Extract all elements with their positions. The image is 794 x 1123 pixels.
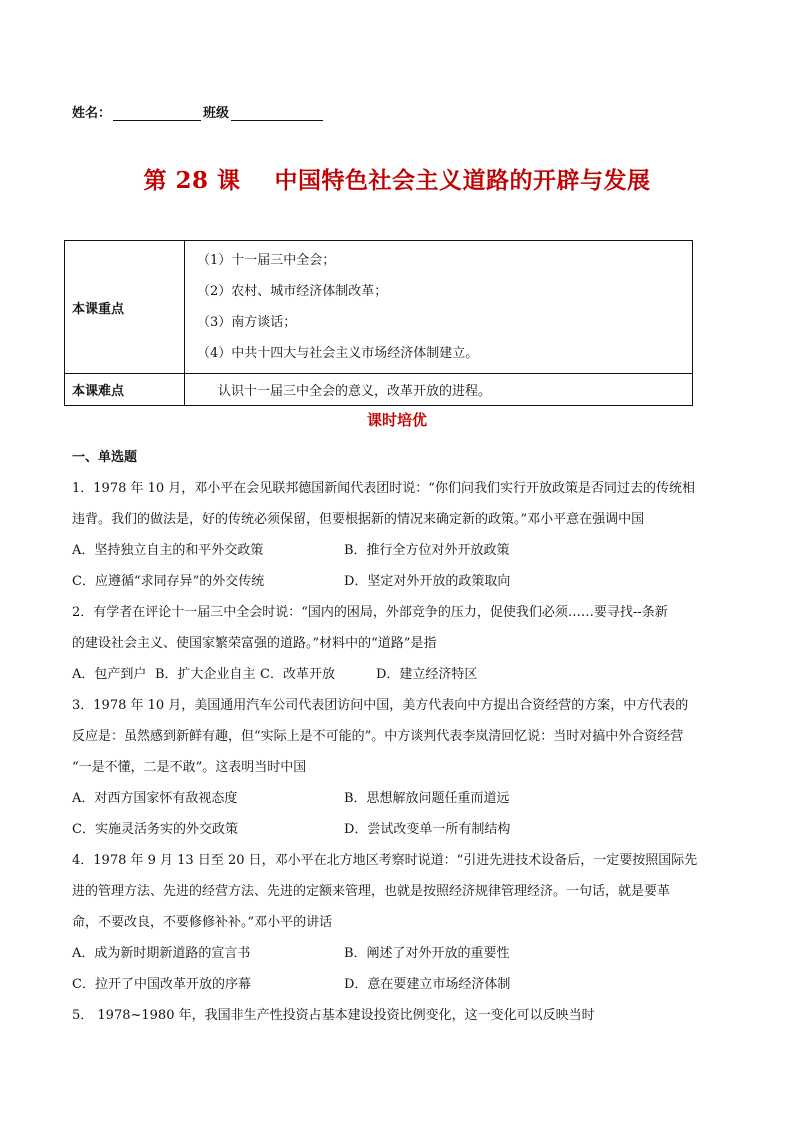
key-points-label: 本课重点: [65, 241, 185, 374]
difficulty-row: [65, 374, 693, 406]
key-point-item: （3）南方谈话；: [197, 315, 297, 330]
question-4-options: [72, 938, 724, 969]
question-list: [72, 442, 724, 1031]
option-a[interactable]: A．坚持独立自主的和平外交政策: [72, 543, 264, 558]
key-points-cell: [185, 241, 693, 374]
option-c[interactable]: C．应遵循“求同存异”的外交传统: [72, 574, 265, 589]
question-3-line: “一是不懂，二是不敢”。这表明当时中国: [72, 760, 307, 775]
class-blank[interactable]: [231, 108, 323, 121]
option-a[interactable]: A．对西方国家怀有敌视态度: [72, 791, 238, 806]
question-1-line: 违背。我们的做法是，好的传统必须保留，但要根据新的情况来确定新的政策。”邓小平意在强调中国: [72, 512, 645, 527]
question-type-heading: 一、单选题: [72, 450, 138, 465]
key-points-row: [65, 241, 693, 374]
option-d[interactable]: D．尝试改变单一所有制结构: [344, 822, 511, 837]
difficulty-label: 本课难点: [65, 374, 185, 406]
option-a[interactable]: A．包产到户: [72, 667, 147, 682]
question-3-options: [72, 783, 724, 814]
option-c[interactable]: C．拉开了中国改革开放的序幕: [72, 977, 251, 992]
question-2-options: [72, 659, 724, 690]
question-4-line: 命，不要改良，不要修修补补。”邓小平的讲话: [72, 915, 333, 930]
option-d[interactable]: D．建立经济特区: [376, 667, 478, 682]
key-point-item: （4）中共十四大与社会主义市场经济体制建立。: [197, 346, 479, 361]
option-c[interactable]: C．改革开放: [260, 667, 335, 682]
question-2-line: 2．有学者在评论十一届三中全会时说：“国内的困局，外部竞争的压力，促使我们必须……要寻找--条新: [72, 605, 668, 620]
question-1-options: [72, 566, 724, 597]
name-label: 姓名：: [72, 106, 112, 121]
section-heading: 课时培优: [366, 411, 427, 429]
option-b[interactable]: B．扩大企业自主: [155, 667, 256, 682]
lesson-title: 第 28 课 中国特色社会主义道路的开辟与发展: [143, 167, 651, 194]
option-b[interactable]: B．思想解放问题任重而道远: [344, 791, 510, 806]
question-4-line: 进的管理方法、先进的经营方法、先进的定额来管理，也就是按照经济规律管理经济。一句话，就是要革: [72, 884, 671, 899]
option-a[interactable]: A．成为新时期新道路的宣言书: [72, 946, 251, 961]
name-blank[interactable]: [113, 108, 201, 121]
option-d[interactable]: D．意在要建立市场经济体制: [344, 977, 511, 992]
question-1-line: 1．1978 年 10 月，邓小平在会见联邦德国新闻代表团时说：“你们问我们实行开放政策是否同过去的传统相: [72, 481, 695, 496]
lesson-focus-table: [64, 240, 693, 406]
question-5-line: 5． 1978~1980 年，我国非生产性投资占基本建设投资比例变化，这一变化可以反映当时: [72, 1008, 595, 1023]
key-point-item: （2）农村、城市经济体制改革；: [197, 284, 388, 299]
question-3-line: 3．1978 年 10 月，美国通用汽车公司代表团访问中国，美方代表向中方提出合资经营的方案，中方代表的: [72, 698, 689, 713]
question-1-options: [72, 535, 724, 566]
question-2-line: 的建设社会主义、使国家繁荣富强的道路。”材料中的“道路”是指: [72, 636, 437, 651]
question-4-options: [72, 969, 724, 1000]
name-class-line: [72, 102, 323, 121]
key-point-item: （1）十一届三中全会；: [197, 253, 336, 268]
option-d[interactable]: D．坚定对外开放的政策取向: [344, 574, 511, 589]
question-4-line: 4．1978 年 9 月 13 日至 20 日，邓小平在北方地区考察时说道：“引进先进技术设备后，一定要按照国际先: [72, 853, 698, 868]
question-3-options: [72, 814, 724, 845]
difficulty-text: 认识十一届三中全会的意义，改革开放的进程。: [185, 374, 693, 406]
option-b[interactable]: B．推行全方位对外开放政策: [344, 543, 510, 558]
question-3-line: 反应是：虽然感到新鲜有趣，但“实际上是不可能的”。中方谈判代表李岚清回忆说：当时对搞中外合资经营: [72, 729, 684, 744]
class-label: 班级: [203, 106, 230, 121]
option-c[interactable]: C．实施灵活务实的外交政策: [72, 822, 238, 837]
option-b[interactable]: B．阐述了对外开放的重要性: [344, 946, 510, 961]
